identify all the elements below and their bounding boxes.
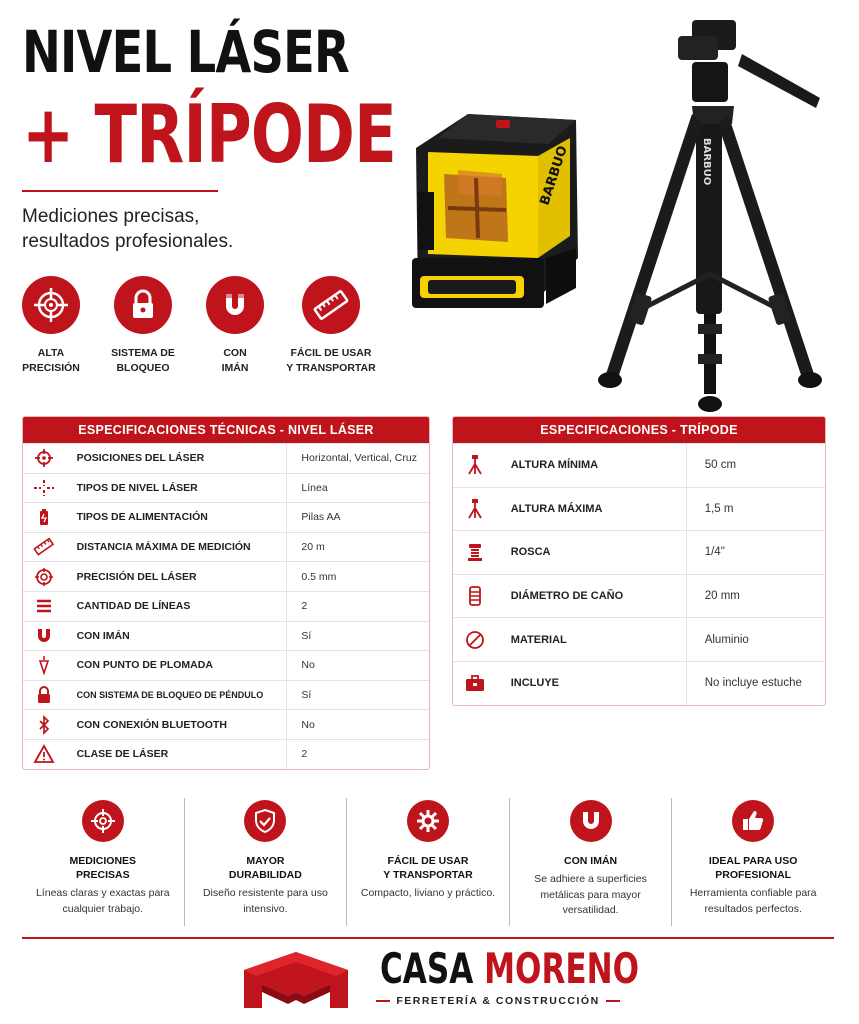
brand-word-moreno: MORENO bbox=[484, 944, 640, 993]
laser-specs-table bbox=[22, 416, 430, 770]
feature-label: ALTA PRECISIÓN bbox=[22, 347, 80, 374]
spec-value: 20 mm bbox=[686, 575, 825, 618]
ruler-icon bbox=[302, 276, 360, 334]
lines-icon bbox=[23, 596, 65, 616]
lock-icon bbox=[23, 685, 65, 705]
spec-value: Horizontal, Vertical, Cruz bbox=[286, 444, 429, 473]
table-row bbox=[23, 473, 429, 503]
spec-value: Línea bbox=[286, 474, 429, 503]
spec-label: DISTANCIA MÁXIMA DE MEDICIÓN bbox=[76, 541, 251, 554]
table-row bbox=[453, 443, 825, 487]
lock-icon bbox=[114, 276, 172, 334]
spec-label: CANTIDAD DE LÍNEAS bbox=[76, 600, 191, 613]
spec-label: ROSCA bbox=[510, 546, 551, 559]
target-icon bbox=[23, 567, 65, 587]
crosshair-icon bbox=[22, 276, 80, 334]
spec-label: PRECISIÓN DEL LÁSER bbox=[76, 570, 197, 583]
spec-label: CON IMÁN bbox=[76, 629, 130, 642]
plumb-bob-icon bbox=[23, 655, 65, 675]
benefit-desc: Líneas claras y exactas para cualquier trabajo. bbox=[35, 887, 170, 915]
benefit-durability bbox=[184, 798, 347, 926]
thread-icon bbox=[453, 542, 497, 562]
benefit-title: MEDICIONES PRECISAS bbox=[69, 855, 137, 881]
tripod-icon bbox=[453, 454, 497, 476]
spec-label: DIÁMETRO DE CAÑO bbox=[510, 590, 624, 603]
benefit-precise bbox=[22, 798, 184, 926]
benefit-desc: Compacto, liviano y práctico. bbox=[360, 887, 496, 899]
tagline-text: FERRETERÍA & CONSTRUCCIÓN bbox=[396, 995, 600, 1007]
table-row bbox=[23, 709, 429, 739]
brand-tagline bbox=[376, 995, 620, 1007]
gear-icon bbox=[407, 800, 449, 842]
bluetooth-icon bbox=[23, 715, 65, 735]
magnet-icon bbox=[23, 626, 65, 646]
spec-value: 2 bbox=[286, 740, 429, 769]
spec-label: ALTURA MÁXIMA bbox=[510, 502, 603, 515]
spec-label: CLASE DE LÁSER bbox=[76, 748, 169, 761]
benefit-magnet bbox=[509, 798, 672, 926]
spec-value: Pilas AA bbox=[286, 503, 429, 532]
spec-value: Sí bbox=[286, 681, 429, 710]
tube-icon bbox=[453, 585, 497, 607]
table-row bbox=[23, 443, 429, 473]
spec-label: CON CONEXIÓN BLUETOOTH bbox=[76, 718, 227, 731]
table-row bbox=[23, 591, 429, 621]
diameter-icon bbox=[453, 629, 497, 651]
spec-value: 0.5 mm bbox=[286, 562, 429, 591]
spec-value: 1,5 m bbox=[686, 488, 825, 531]
tripod-specs-title: ESPECIFICACIONES - TRÍPODE bbox=[453, 417, 825, 443]
crosshair-icon bbox=[23, 448, 65, 468]
benefit-easy bbox=[346, 798, 509, 926]
tagline-line-left bbox=[376, 1000, 390, 1002]
table-row bbox=[23, 739, 429, 769]
feature-magnet bbox=[190, 276, 280, 376]
benefit-professional bbox=[671, 798, 834, 926]
table-row bbox=[23, 621, 429, 651]
benefit-title: FÁCIL DE USAR Y TRANSPORTAR bbox=[383, 855, 473, 881]
spec-label: TIPOS DE ALIMENTACIÓN bbox=[76, 511, 208, 524]
spec-value: 1/4" bbox=[686, 531, 825, 574]
table-row bbox=[453, 661, 825, 705]
spec-value: Aluminio bbox=[686, 618, 825, 661]
spec-label: POSICIONES DEL LÁSER bbox=[76, 452, 205, 465]
warning-icon bbox=[23, 744, 65, 764]
benefit-title: CON IMÁN bbox=[564, 855, 618, 867]
feature-label: SISTEMA DE BLOQUEO bbox=[111, 347, 175, 374]
battery-icon bbox=[23, 507, 65, 527]
spec-value: Sí bbox=[286, 622, 429, 651]
benefit-title: IDEAL PARA USO PROFESIONAL bbox=[708, 855, 798, 881]
tripod-specs-table bbox=[452, 416, 826, 706]
title-line-2: + TRÍPODE bbox=[22, 88, 397, 181]
laser-lines-icon bbox=[23, 478, 65, 498]
tripod-icon bbox=[453, 498, 497, 520]
spec-label: INCLUYE bbox=[510, 677, 560, 690]
benefit-desc: Diseño resistente para uso intensivo. bbox=[202, 887, 328, 915]
feature-label: CON IMÁN bbox=[221, 347, 249, 374]
brand-word-casa: CASA bbox=[380, 944, 474, 993]
footer-divider bbox=[22, 937, 834, 939]
spec-value: 20 m bbox=[286, 533, 429, 562]
casa-moreno-logo bbox=[240, 948, 352, 1014]
case-icon bbox=[453, 673, 497, 693]
spec-label: CON PUNTO DE PLOMADA bbox=[76, 659, 213, 672]
shield-check-icon bbox=[244, 800, 286, 842]
spec-value: No incluye estuche bbox=[686, 662, 825, 705]
table-row bbox=[453, 487, 825, 531]
table-row bbox=[23, 532, 429, 562]
benefit-title: MAYOR DURABILIDAD bbox=[228, 855, 302, 881]
title-line-1: NIVEL LÁSER bbox=[22, 18, 349, 86]
spec-value: No bbox=[286, 651, 429, 680]
table-row bbox=[23, 502, 429, 532]
laser-brand-label: BARBUO bbox=[537, 144, 571, 208]
benefit-desc: Herramienta confiable para resultados perfectos. bbox=[689, 887, 817, 915]
spec-value: 50 cm bbox=[686, 444, 825, 487]
magnet-icon bbox=[570, 800, 612, 842]
tagline-line-right bbox=[606, 1000, 620, 1002]
spec-label: ALTURA MÍNIMA bbox=[510, 459, 599, 472]
magnet-icon bbox=[206, 276, 264, 334]
thumbs-up-icon bbox=[732, 800, 774, 842]
laser-level-image bbox=[398, 108, 584, 324]
tripod-image bbox=[592, 14, 832, 414]
ruler-icon bbox=[23, 537, 65, 557]
feature-label: FÁCIL DE USAR Y TRANSPORTAR bbox=[286, 347, 376, 374]
spec-label: CON SISTEMA DE BLOQUEO DE PÉNDULO bbox=[76, 690, 264, 701]
crosshair-icon bbox=[82, 800, 124, 842]
feature-easy-transport bbox=[286, 276, 376, 376]
brand-name bbox=[380, 944, 639, 993]
tripod-brand-label: BARBUO bbox=[701, 138, 712, 186]
spec-value: 2 bbox=[286, 592, 429, 621]
spec-value: No bbox=[286, 710, 429, 739]
table-row bbox=[23, 680, 429, 710]
subtitle: Mediciones precisas, resultados profesionales. bbox=[22, 206, 234, 252]
laser-specs-title: ESPECIFICACIONES TÉCNICAS - NIVEL LÁSER bbox=[23, 417, 429, 443]
feature-high-precision bbox=[6, 276, 96, 376]
feature-lock-system bbox=[98, 276, 188, 376]
table-row bbox=[23, 561, 429, 591]
benefits-strip bbox=[22, 798, 834, 926]
table-row bbox=[453, 574, 825, 618]
benefit-desc: Se adhiere a superficies metálicas para mayor versatilidad. bbox=[534, 873, 647, 916]
spec-label: TIPOS DE NIVEL LÁSER bbox=[76, 481, 198, 494]
table-row bbox=[23, 650, 429, 680]
table-row bbox=[453, 617, 825, 661]
title-divider bbox=[22, 190, 218, 192]
table-row bbox=[453, 530, 825, 574]
spec-label: MATERIAL bbox=[510, 633, 567, 646]
